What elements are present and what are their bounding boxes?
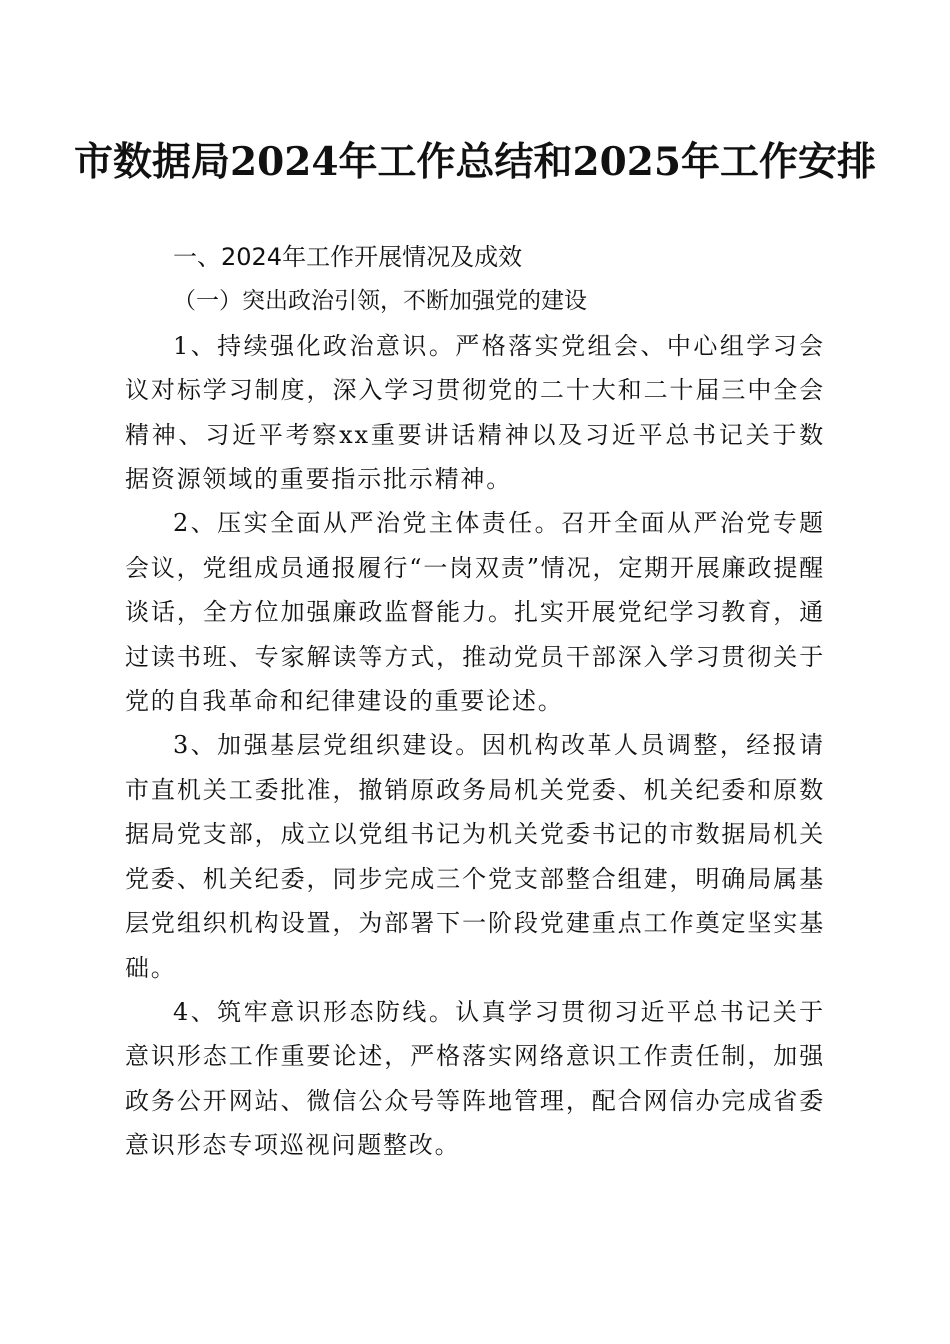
document-title: 市数据局2024年工作总结和2025年工作安排: [73, 139, 877, 185]
paragraph-ideology-defense: 4、筑牢意识形态防线。认真学习贯彻习近平总书记关于意识形态工作重要论述，严格落实网络意识工作责任制，加强政务公开网站、微信公众号等阵地管理，配合网信办完成省委意识形态专项巡视问题整改。: [125, 997, 825, 1160]
document-body: [125, 235, 825, 1168]
subsection-heading: （一）突出政治引领，不断加强党的建设: [173, 288, 587, 315]
paragraph-political-awareness: 1、持续强化政治意识。严格落实党组会、中心组学习会议对标学习制度，深入学习贯彻党的二十大和二十届三中全会精神、习近平考察xx重要讲话精神以及习近平总书记关于数据资源领域的重要指示批示精神。: [125, 331, 825, 494]
section-heading: 一、2024年工作开展情况及成效: [173, 243, 523, 271]
paragraph-grassroots-organization: 3、加强基层党组织建设。因机构改革人员调整，经报请市直机关工委批准，撤销原政务局机关党委、机关纪委和原数据局党支部，成立以党组书记为机关党委书记的市数据局机关党委、机关纪委，同步完成三个党支部整合组建，明确局属基层党组织机构设置，为部署下一阶段党建重点工作奠定坚实基础。: [125, 731, 825, 982]
paragraph-party-discipline: 2、压实全面从严治党主体责任。召开全面从严治党专题会议，党组成员通报履行“一岗双责”情况，定期开展廉政提醒谈话，全方位加强廉政监督能力。扎实开展党纪学习教育，通过读书班、专家解读等方式，推动党员干部深入学习贯彻关于党的自我革命和纪律建设的重要论述。: [125, 509, 825, 716]
